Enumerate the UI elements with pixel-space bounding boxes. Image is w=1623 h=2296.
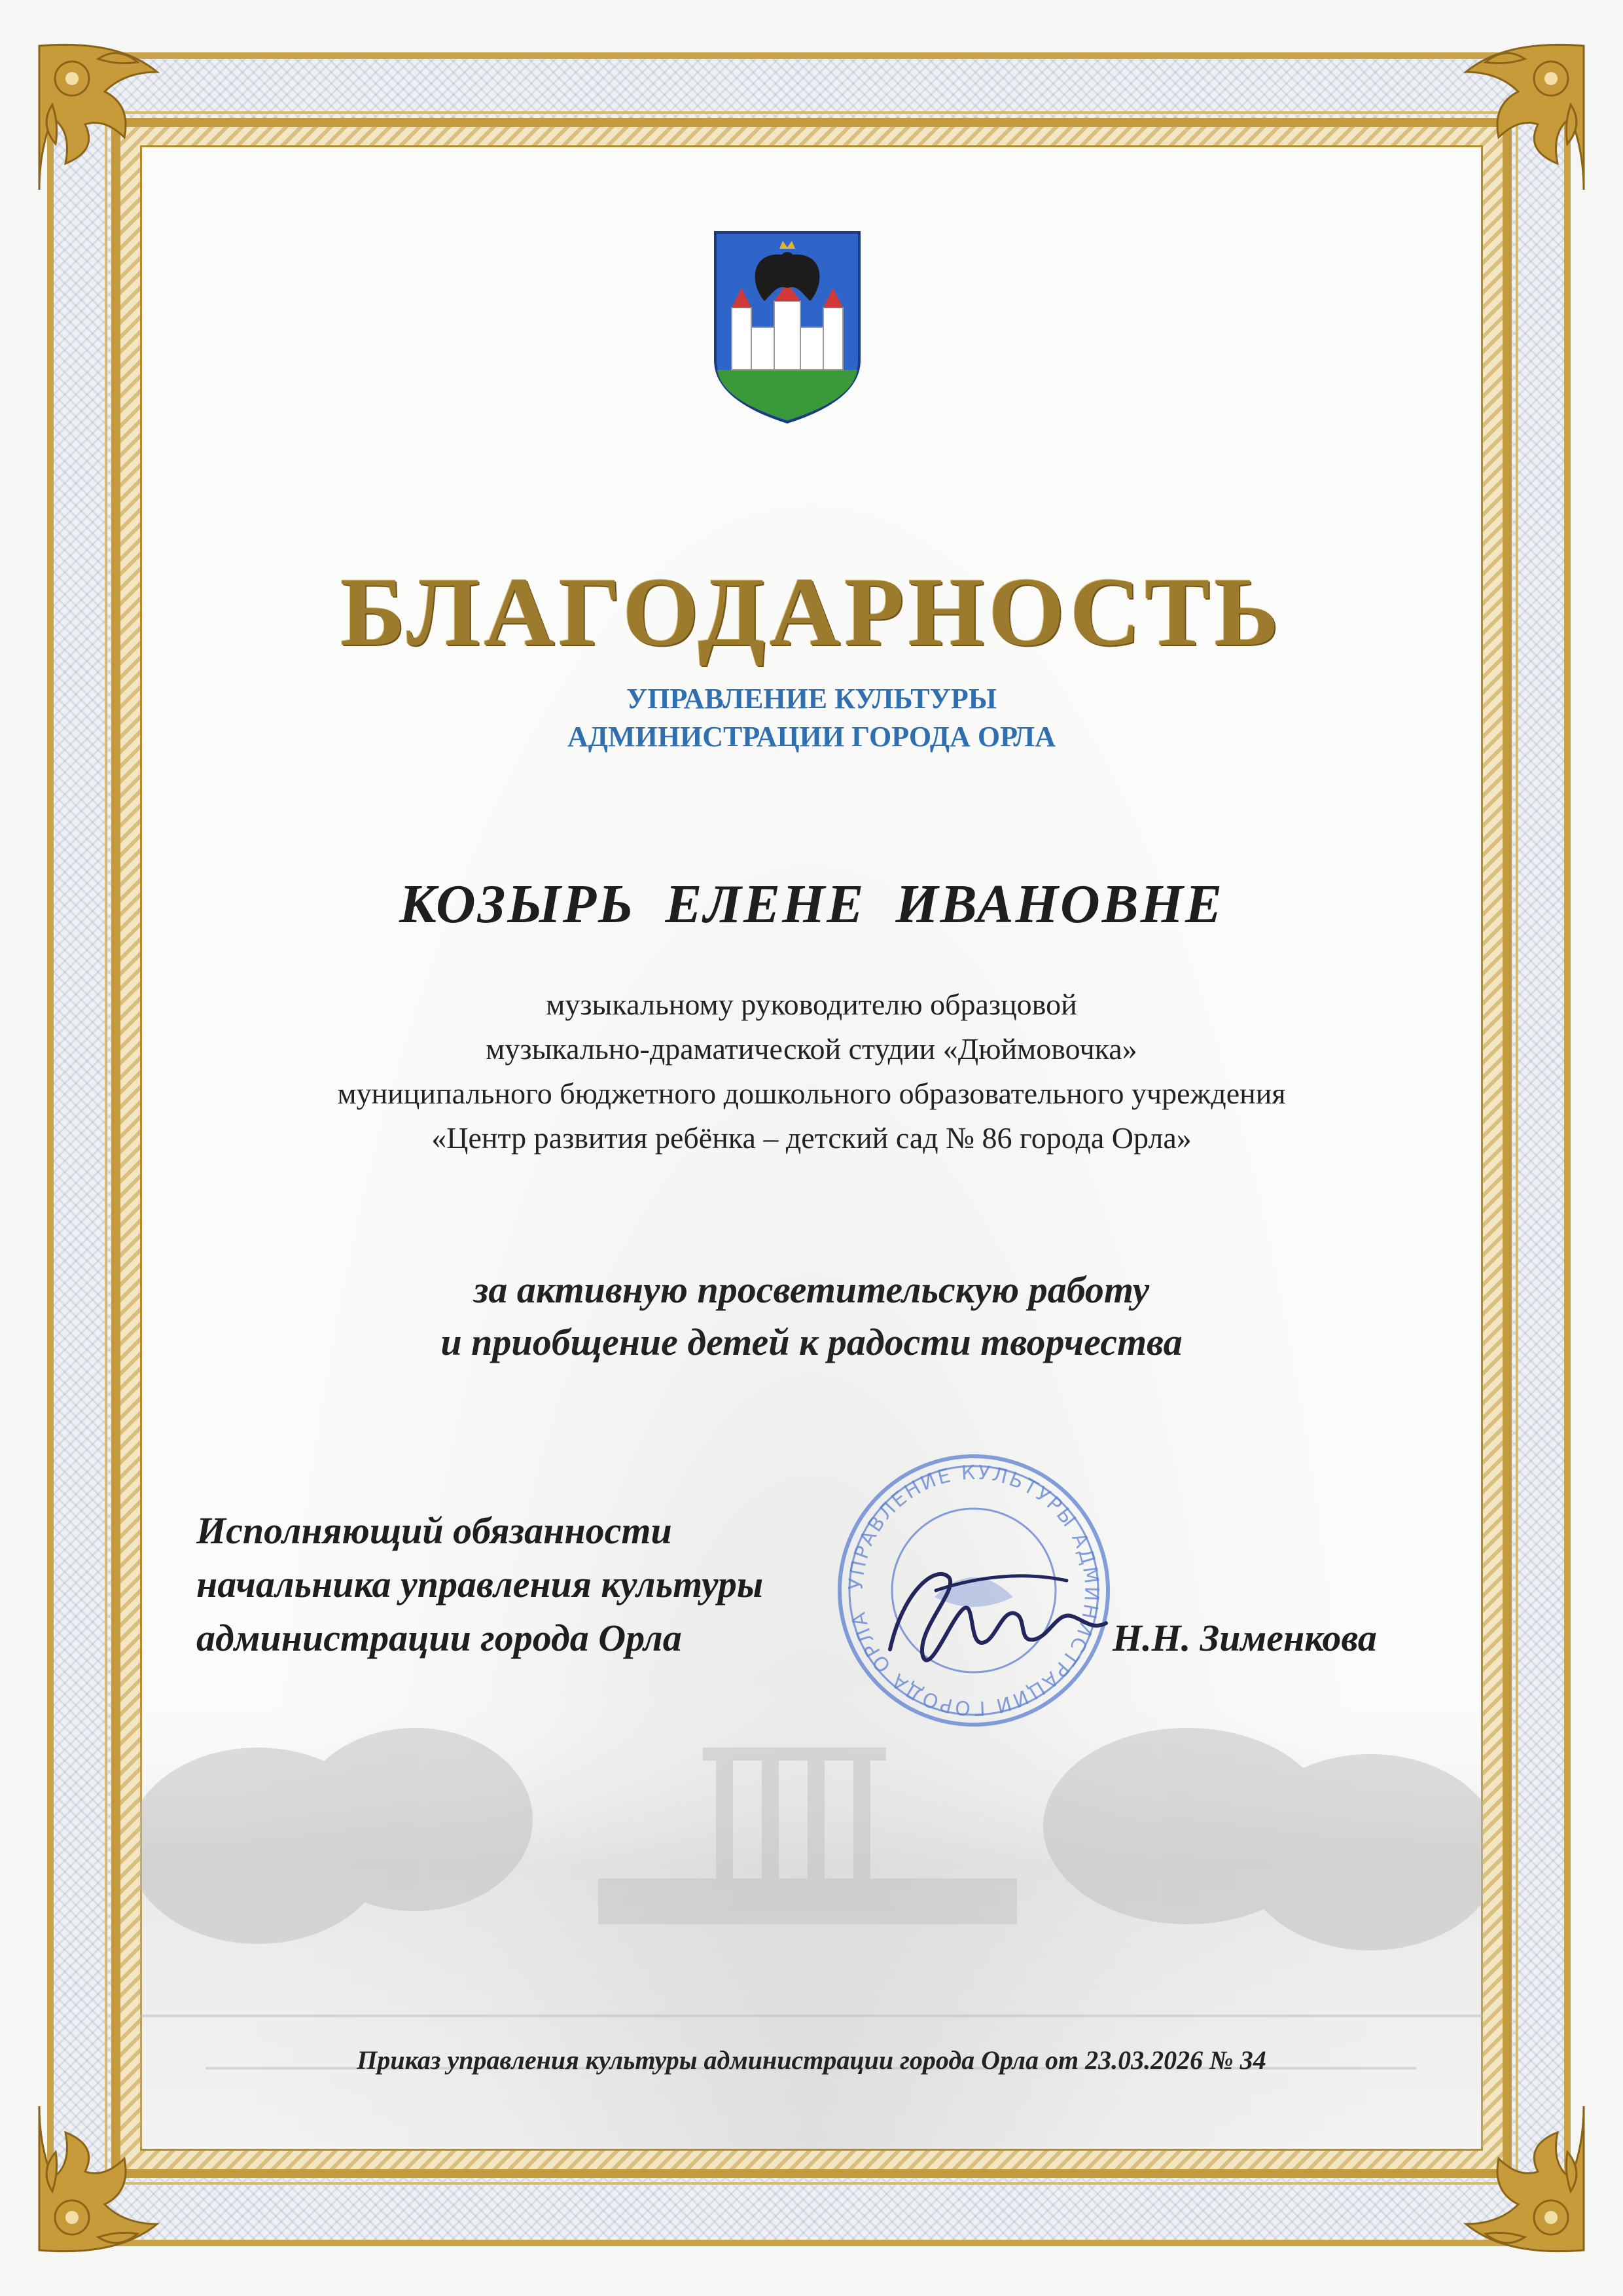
signer-name: Н.Н. Зименкова (1113, 1617, 1377, 1659)
recipient-position-line: музыкальному руководителю образцовой (546, 988, 1077, 1021)
order-reference: Приказ управления культуры администрации города Орла от 23.03.2026 № 34 (357, 2045, 1266, 2075)
signer-title-line: Исполняющий обязанности (196, 1509, 672, 1552)
stamp-text: УПРАВЛЕНИЕ КУЛЬТУРЫ АДМИНИСТРАЦИИ ГОРОДА ОРЛА (844, 1461, 1103, 1720)
recipient-position-line: муниципального бюджетного дошкольного образовательного учреждения (337, 1077, 1286, 1110)
recipient-name: КОЗЫРЬ ЕЛЕНЕ ИВАНОВНЕ (399, 874, 1224, 935)
recipient-position-line: «Центр развития ребёнка – детский сад № 86 города Орла» (431, 1121, 1192, 1155)
issuer-line: АДМИНИСТРАЦИИ ГОРОДА ОРЛА (567, 721, 1056, 753)
corner-ornament-icon (26, 2067, 223, 2263)
coat-of-arms-icon (712, 229, 863, 425)
handwritten-signature-icon (877, 1551, 1113, 1682)
corner-ornament-icon (1400, 33, 1597, 229)
background-rotunda-image (140, 1676, 1483, 2147)
recipient-position-line: музыкально-драматической студии «Дюймовочка» (486, 1032, 1137, 1066)
corner-ornament-icon (1400, 2067, 1597, 2263)
signer-title-line: начальника управления культуры (196, 1563, 764, 1605)
certificate-title: БЛАГОДАРНОСТЬ (340, 558, 1283, 666)
signer-title-line: администрации города Орла (196, 1617, 682, 1659)
award-reason-line: за активную просветительскую работу (473, 1268, 1150, 1311)
corner-ornament-icon (26, 33, 223, 229)
issuer-line: УПРАВЛЕНИЕ КУЛЬТУРЫ (626, 683, 997, 715)
award-reason-line: и приобщение детей к радости творчества (440, 1321, 1183, 1363)
